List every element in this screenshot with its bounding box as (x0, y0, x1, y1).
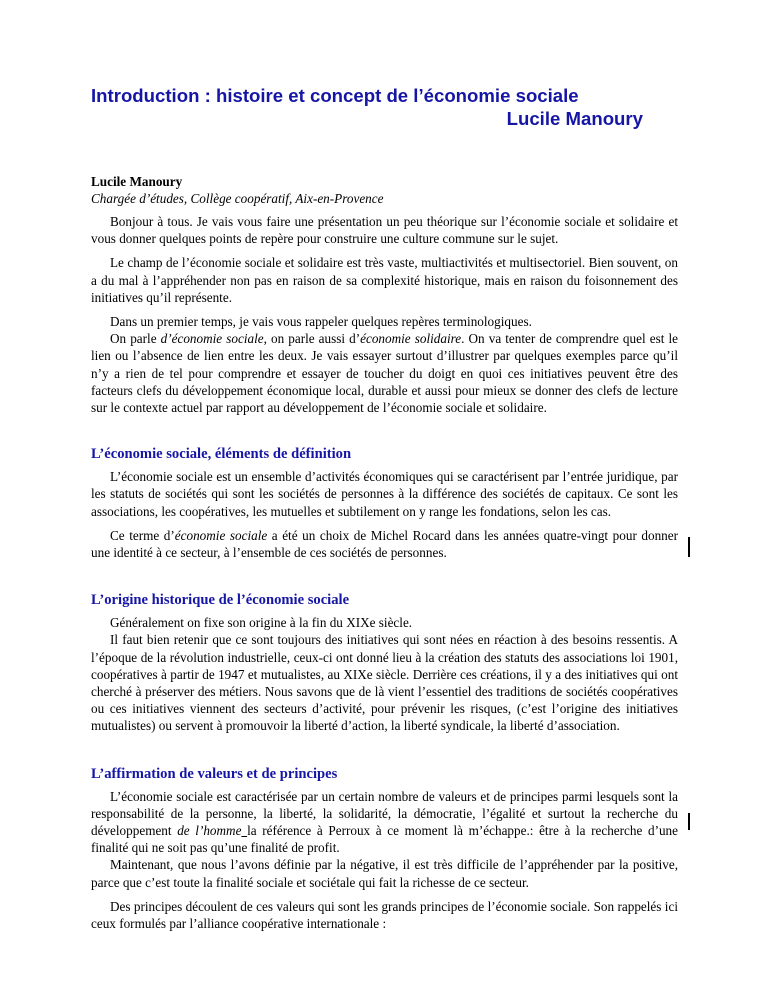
intro-p4-emphasis-2: économie solidaire (360, 331, 462, 347)
intro-p4-text-a: On parle (110, 331, 161, 347)
author-role: Chargée d’études, Collège coopératif, Aix-en-Provence (91, 191, 384, 206)
values-p1-emphasis: de l’homme (177, 823, 242, 839)
intro-paragraph-4 (91, 330, 678, 416)
definition-p2-emphasis: économie sociale (174, 527, 268, 543)
definition-paragraph-1: L’économie sociale est un ensemble d’activités économiques qui se caractérisent par l’entrée juridique, par les statuts de sociétés qui sont les sociétés de personnes à la différence des sociétés de capitaux. Ce sont les associations, les coopératives, les mutuelles et subtilement on y range les fondations, selon les cas. (91, 469, 678, 519)
intro-p4-text-b: , on parle aussi d’ (263, 331, 361, 347)
intro-paragraph-2: Le champ de l’économie sociale et solidaire est très vaste, multiactivités et multisectoriel. Bien souvent, on a du mal à l’appréhender non pas en raison de sa complexité historique, mais en raison du foisonnement des initiatives qu’il représente. (91, 255, 678, 305)
values-paragraph-3: Des principes découlent de ces valeurs qui sont les grands principes de l’économie sociale. Son rappelés ici ceux formulés par l’alliance coopérative internationale : (91, 898, 678, 932)
document-title (91, 84, 678, 130)
intro-paragraph-1: Bonjour à tous. Je vais vous faire une présentation un peu théorique sur l’économie sociale et solidaire et vous donner quelques points de repère pour construire une culture commune sur le sujet. (91, 214, 678, 247)
author-name: Lucile Manoury (91, 174, 183, 189)
definition-p2-text-b: a été un choix de Michel Rocard dans les années quatre-vingt pour donner une identité à ce secteur, à l’ensemble de ces sociétés de personnes. (91, 527, 679, 561)
section-heading-definition: L’économie sociale, éléments de définition (91, 446, 352, 463)
origin-paragraph-2: Il faut bien retenir que ce sont toujours des initiatives qui sont nées en réaction à des besoins ressentis. A l’époque de la révolution industrielle, ceux-ci ont donné lieu à la création des statuts des associations loi 1901, coopératives à partir de 1947 et mutualistes, au XIXe siècle. Derrière ces créations, il y a des initiatives qui ont cherché à préserver des métiers. Nous savons que de là vient l’essentiel des traditions de sociétés coopératives ou ces initiatives viennent des secteurs d’activité, pour prévenir les risques, (c’est l’origine des initiatives mutualistes) ou servent à promouvoir la liberté d’action, la liberté syndicale, la liberté d’association. (91, 632, 678, 734)
values-p1-text-a: L’économie sociale est caractérisée par un certain nombre de valeurs et de principes parmi lesquels sont la responsabilité de la personne, la liberté, la solidarité, la démocratie, l’égalité et surtout la recherche du développement (91, 788, 678, 839)
intro-paragraph-3: Dans un premier temps, je vais vous rappeler quelques repères terminologiques. (110, 314, 532, 330)
definition-p2-text-a: Ce terme d’ (110, 527, 175, 543)
revision-change-bar (688, 537, 690, 557)
values-paragraph-1 (91, 788, 678, 857)
author-block (91, 173, 678, 207)
intro-p4-emphasis-1: d’économie sociale (160, 331, 264, 347)
values-paragraph-2: Maintenant, que nous l’avons définie par la négative, il est très difficile de l’appréhender par la positive, parce que c’est toute la finalité sociale et sociétale qui fait la richesse de ce secteur. (91, 857, 678, 890)
section-heading-origin: L’origine historique de l’économie sociale (91, 592, 350, 609)
page-content (91, 84, 678, 932)
intro-p4-text-c: . On va tenter de comprendre quel est le lien ou l’absence de lien entre les deux. Je vais essayer surtout d’illustrer par quelques exemples parce qu’il n’y a rien de tel pour comprendre et essayer de toucher du doigt en quoi ces initiatives peuvent être des facteurs clefs du développement économique local, durable et aussi pour mieux se donner des clefs de lecture sur le contexte actuel par rapport au développement de l’économie sociale et solidaire. (91, 331, 678, 416)
definition-paragraph-2 (91, 527, 678, 561)
section-heading-values: L’affirmation de valeurs et de principes (91, 765, 338, 782)
title-line-1: Introduction : histoire et concept de l’économie sociale (91, 85, 579, 106)
origin-paragraph-1: Généralement on fixe son origine à la fin du XIXe siècle. (110, 615, 413, 631)
revision-change-bar (688, 813, 690, 830)
title-line-2: Lucile Manoury (506, 108, 643, 129)
values-p1-text-b: la référence à Perroux à ce moment là m’échappe.: être à la recherche d’une finalité qui ne soit pas qu’une finalité de profit. (91, 823, 679, 856)
